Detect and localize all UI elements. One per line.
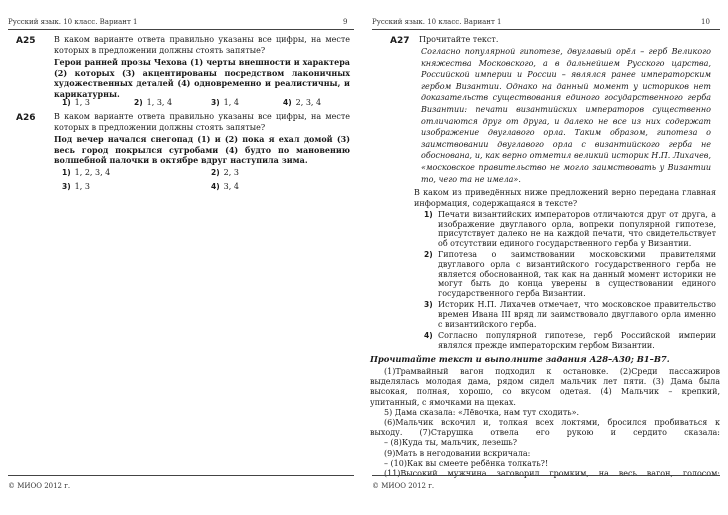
a25-option-1[interactable]: 1) 1, 3 — [62, 98, 90, 107]
a27-text-line: Согласно популярной гипотезе, двуглавый орёл – герб Великого — [421, 47, 711, 56]
a26-option-3[interactable]: 3) 1, 3 — [62, 182, 90, 191]
a27-text-line: то, чего та не имела». — [421, 174, 521, 184]
question-a27-prompt: В каком из приведённых ниже предложений верно передана главная информация, содержащаяся в тексте? — [414, 188, 716, 208]
passage-line: упитанный, с ямочками на щеках. — [370, 397, 516, 407]
a27-option-1[interactable]: 1) Печати византийских императоров отличаются друг от друга, а изображение двуглавого орла, вопреки популярной гипотезе, присутствует далеко не на каждой печати, что свидетельствует об отсутствии единого государственного герба у Византии. — [424, 210, 716, 248]
a25-option-4[interactable]: 4) 2, 3, 4 — [283, 98, 322, 107]
question-a26-instruction: В каком варианте ответа правильно указаны все цифры, на месте которых в предложении должны стоять запятые? — [54, 112, 350, 132]
footer-divider — [8, 475, 354, 476]
header-divider — [8, 29, 354, 30]
page-header: Русский язык. 10 класс. Вариант 1 — [372, 18, 502, 26]
question-number-a25: A25 — [16, 36, 36, 46]
reading-passage — [370, 367, 720, 479]
a27-text-line: княжества Московского, а в дальнейшем Русского царства, — [421, 58, 711, 68]
a27-reading-text — [421, 46, 711, 185]
a27-text-line: «московское правительство не могло заимствовать у Византии — [421, 162, 711, 172]
passage-line: высокая, полная, хорошо, со вкусом одетая. (4) Мальчик – крепкий, — [370, 387, 720, 397]
a26-option-2[interactable]: 2) 2, 3 — [211, 168, 239, 177]
a27-option-2[interactable]: 2) Гипотеза о заимствовании московскими правителями двуглавого орла с византийского государственного герба не является обоснованной, так как на данный момент историки не могут быть до конца уверены в существовании единого государственного герба Византии. — [424, 250, 716, 298]
passage-line: – (8)Куда ты, мальчик, лезешь? — [384, 438, 518, 448]
a27-option-4[interactable]: 4) Согласно популярной гипотезе, герб Российской империи являлся прежде императорским гербом Византии. — [424, 331, 716, 350]
footer-divider — [372, 475, 720, 476]
page-number: 9 — [343, 18, 348, 26]
question-number-a27: A27 — [390, 36, 410, 46]
a25-option-3[interactable]: 3) 1, 4 — [211, 98, 239, 107]
question-number-a26: A26 — [16, 113, 36, 123]
passage-line: (11)Высокий мужчина заговорил громким, на весь вагон, голосом: — [384, 469, 720, 479]
a27-text-line: заимствовании двуглавого орла с византийского герба не — [421, 139, 711, 149]
a27-option-3[interactable]: 3) Историк Н.П. Лихачев отмечает, что московское правительство времен Ивана III вряд ли заимствовало двуглавого орла именно с византийского герба. — [424, 300, 716, 329]
a27-text-line: обоснована, и, как верно отметил великий историк Н.П. Лихачев, — [421, 151, 711, 161]
page-footer: © МИОО 2012 г. — [8, 482, 71, 490]
passage-line: выделялась молодая дама, рядом сидел мальчик лет пяти. (3) Дама была — [370, 377, 720, 387]
a26-option-1[interactable]: 1) 1, 2, 3, 4 — [62, 168, 111, 177]
a27-text-line: Византии: печати византийских императоров существенно — [421, 104, 711, 114]
a27-text-line: Российской империи и России – являлся ранее императорским — [421, 70, 711, 80]
question-a27-instruction: Прочитайте текст. — [419, 35, 499, 44]
passage-line: (6)Мальчик вскочил и, толкая всех локтями, бросился пробиваться к — [384, 418, 720, 428]
a27-text-line: отличаются друг от друга, и далеко не все из них содержат — [421, 116, 711, 126]
a27-options — [424, 210, 716, 352]
passage-line: (9)Мать в негодовании вскричала: — [384, 448, 531, 458]
question-a25-instruction: В каком варианте ответа правильно указаны все цифры, на месте которых в предложении должны стоять запятые? — [54, 35, 350, 55]
question-a25-sentence: Герои ранней прозы Чехова (1) черты внешности и характера (2) которых (3) акцентированы посредством лаконичных художественных деталей (4) одновременно и реалистичны, и карикатурны. — [54, 57, 350, 99]
a27-text-line: изображение двуглавого орла. Таким образом, гипотеза о — [421, 128, 711, 138]
passage-line: 5) Дама сказала: «Лёвочка, нам тут сходить». — [384, 407, 580, 417]
page-header: Русский язык. 10 класс. Вариант 1 — [8, 18, 138, 26]
passage-line: выходу. (7)Старушка отвела его рукою и сердито сказала: — [370, 428, 720, 438]
a27-text-line: доказательств существования единого государственного герба — [421, 93, 711, 103]
passage-line: (1)Трамвайный вагон подходил к остановке. (2)Среди пассажиров — [384, 367, 720, 376]
passage-line: – (10)Как вы смеете ребёнка толкать?! — [384, 458, 549, 468]
page-number: 10 — [701, 18, 710, 26]
right-page — [364, 0, 728, 515]
a25-option-2[interactable]: 2) 1, 3, 4 — [134, 98, 173, 107]
question-a26-sentence: Под вечер начался снегопад (1) и (2) пока я ехал домой (3) весь город покрылся сугробами (4) будто по мановению волшебной палочки в октябре вдруг наступила зима. — [54, 134, 350, 166]
a26-option-4[interactable]: 4) 3, 4 — [211, 182, 239, 191]
task-heading: Прочитайте текст и выполните задания А28–А30; В1–В7. — [370, 354, 670, 364]
page-footer: © МИОО 2012 г. — [372, 482, 435, 490]
header-divider — [372, 29, 720, 30]
a27-text-line: гербом Византии. Однако на данный момент у историков нет — [421, 81, 711, 91]
